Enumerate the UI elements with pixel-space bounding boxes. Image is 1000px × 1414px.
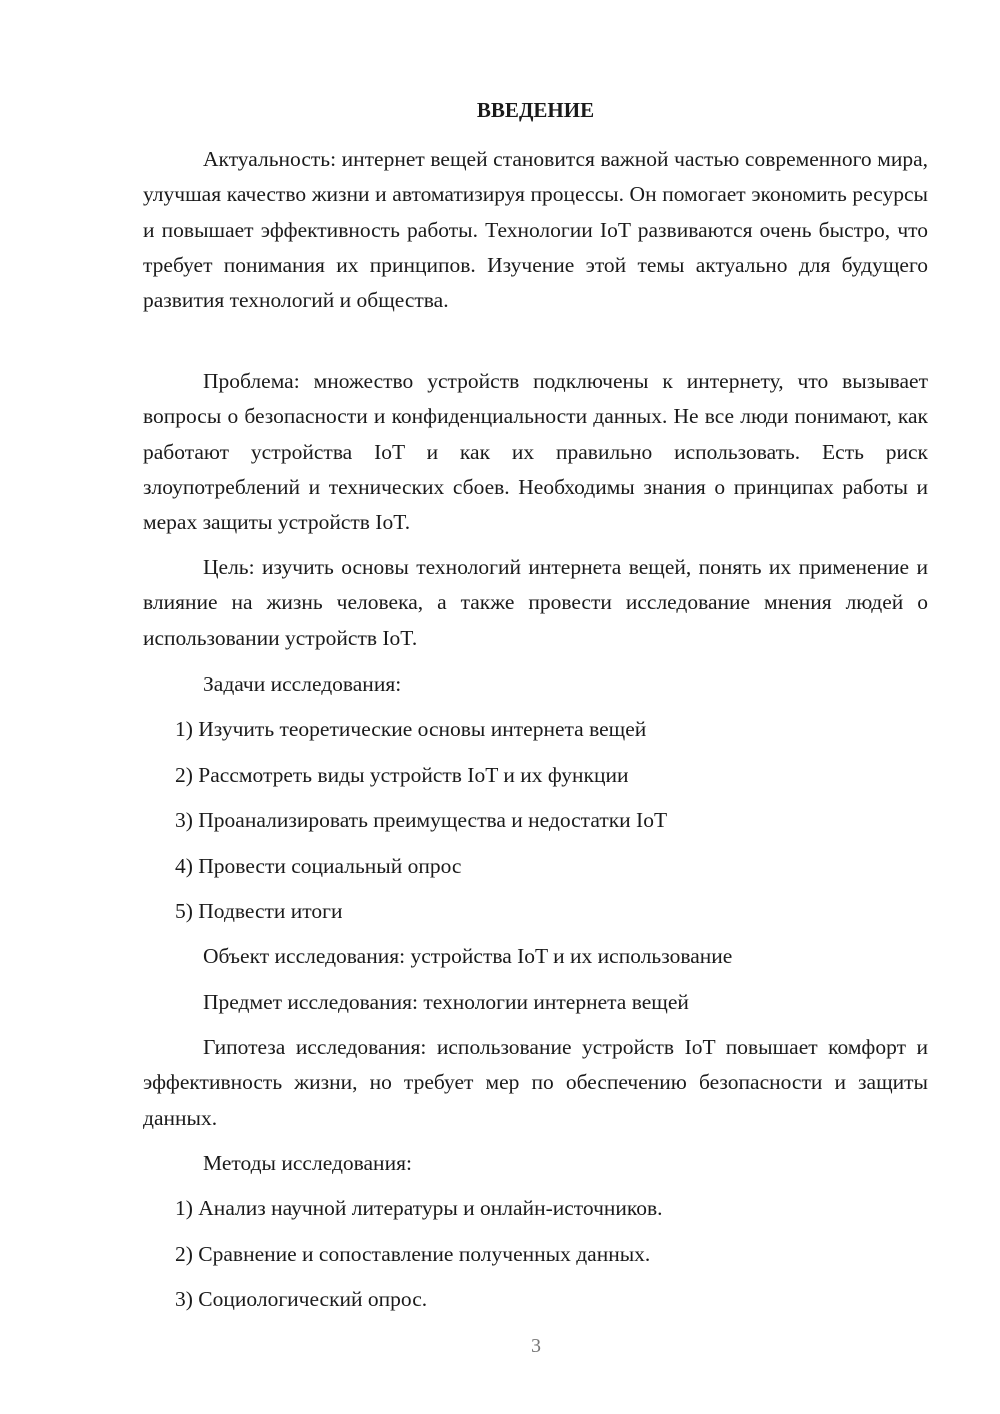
problem-paragraph: Проблема: множество устройств подключены к интернету, что вызывает вопросы о безопасности и конфиденциальности данных. Не все люди понимают, как работают устройства IoT и как их правильно использовать. Есть риск злоупотреблений и технических сбоев. Необходимы знания о принципах работы и мерах защиты устройств IoT. <box>143 369 928 535</box>
hypothesis-paragraph: Гипотеза исследования: использование устройств IoT повышает комфорт и эффективность жизни, но требует мер по обеспечению безопасности и защиты данных. <box>143 1035 928 1130</box>
page-title: ВВЕДЕНИЕ <box>476 98 595 122</box>
task-item: 5) Подвести итоги <box>175 898 343 923</box>
method-item: 1) Анализ научной литературы и онлайн-источников. <box>175 1196 663 1221</box>
page-number: 3 <box>531 1335 541 1357</box>
task-item: 1) Изучить теоретические основы интернета вещей <box>175 717 647 742</box>
goal-paragraph: Цель: изучить основы технологий интернета вещей, понять их применение и влияние на жизнь человека, а также провести исследование мнения людей о использовании устройств IoT. <box>143 555 928 650</box>
relevance-paragraph: Актуальность: интернет вещей становится важной частью современного мира, улучшая качество жизни и автоматизируя процессы. Он помогает экономить ресурсы и повышает эффективность работы. Технологии IoT развиваются очень быстро, что требует понимания их принципов. Изучение этой темы актуально для будущего развития технологий и общества. <box>143 147 928 313</box>
method-item: 3) Социологический опрос. <box>175 1287 428 1312</box>
research-subject: Предмет исследования: технологии интернета вещей <box>203 989 689 1014</box>
method-item: 2) Сравнение и сопоставление полученных данных. <box>175 1241 651 1266</box>
task-item: 4) Провести социальный опрос <box>175 853 462 878</box>
relevance-section <box>143 142 928 318</box>
task-item: 3) Проанализировать преимущества и недостатки IoT <box>175 808 668 833</box>
task-item: 2) Рассмотреть виды устройств IoT и их функции <box>175 762 629 787</box>
tasks-section <box>143 667 928 1030</box>
methods-heading: Методы исследования: <box>203 1151 412 1175</box>
hypothesis-section <box>143 1030 928 1136</box>
problem-section <box>143 364 928 540</box>
goal-section <box>143 550 928 656</box>
tasks-heading: Задачи исследования: <box>203 672 402 696</box>
methods-section <box>143 1146 928 1328</box>
research-object: Объект исследования: устройства IoT и их использование <box>203 944 733 969</box>
